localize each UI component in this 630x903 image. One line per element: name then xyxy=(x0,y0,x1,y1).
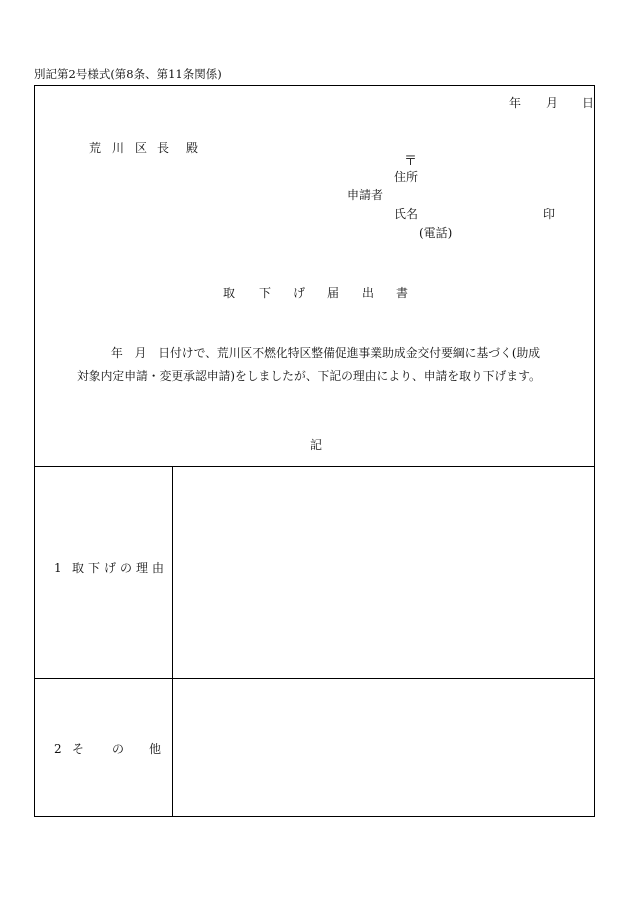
body-line-1: 年 月 日付けで、荒川区不燃化特区整備促進事業助成金交付要綱に基づく(助成 xyxy=(111,346,541,360)
postal-mark: 〒 xyxy=(404,154,418,169)
name-label: 氏名 xyxy=(394,207,419,221)
title-char: 取 xyxy=(223,286,236,300)
title-char: 書 xyxy=(396,286,409,300)
addressee-char: 区 xyxy=(135,141,148,155)
row-label-char: の xyxy=(112,742,125,756)
title-char: 出 xyxy=(362,286,375,300)
row-label-char: 他 xyxy=(149,742,162,756)
table-top-rule xyxy=(35,466,594,467)
body-line-2: 対象内定申請・変更承認申請)をしましたが、下記の理由により、申請を取り下げます。 xyxy=(77,369,541,383)
address-label: 住所 xyxy=(394,170,419,184)
row-number: 2 xyxy=(54,742,62,756)
addressee-honorific: 殿 xyxy=(186,141,199,155)
addressee-char: 川 xyxy=(112,141,125,155)
form-frame xyxy=(34,85,595,817)
row-label-char: 理 xyxy=(136,561,149,575)
title-char: 届 xyxy=(327,286,340,300)
form-number-label: 別記第2号様式(第8条、第11条関係) xyxy=(34,67,222,81)
applicant-label: 申請者 xyxy=(347,188,384,202)
date-month-label: 月 xyxy=(546,96,559,110)
row-label-char: げ xyxy=(104,561,117,575)
row-label-char: 由 xyxy=(152,561,165,575)
seal-mark: 印 xyxy=(543,207,556,221)
row-label-char: 取 xyxy=(72,561,85,575)
title-char: げ xyxy=(293,286,306,300)
date-day-label: 日 xyxy=(582,96,595,110)
ki-label: 記 xyxy=(310,438,323,452)
row-label-char: 下 xyxy=(88,561,101,575)
date-year-label: 年 xyxy=(509,96,522,110)
addressee-char: 長 xyxy=(157,141,170,155)
title-char: 下 xyxy=(259,286,272,300)
addressee-char: 荒 xyxy=(89,141,102,155)
row-label-char: の xyxy=(120,561,133,575)
table-row-divider xyxy=(35,678,594,679)
phone-label: (電話) xyxy=(419,226,453,240)
row-number: 1 xyxy=(54,561,62,575)
row-label-char: そ xyxy=(72,742,85,756)
table-column-divider xyxy=(172,467,173,816)
